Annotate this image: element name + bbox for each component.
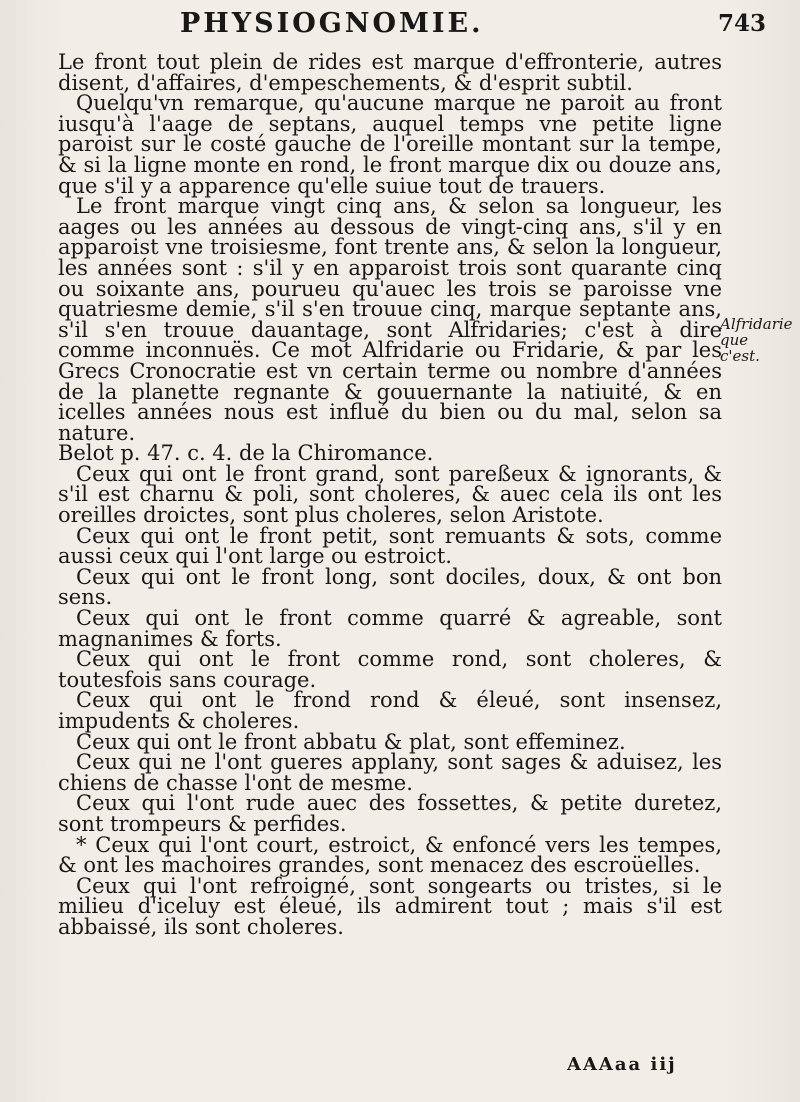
paragraph: Le front marque vingt cinq ans, & selon sa longueur, les aages ou les années au dessous de vingt-cinq ans, s'il y en apparoist vne troisiesme, font trente ans, & selon la longueur, les années sont : s'il y en apparoist trois sont quarante cinq ou soixante ans, pourueu qu'auec les trois se paroisse vne quatriesme demie, s'il s'en trouue cinq, marque septante ans, s'il s'en trouue dauantage, sont Alfridaries; c'est à dire comme inconnuës. Ce mot Alfridarie ou Fridarie, & par les Grecs Cronocratie est vn certain terme ou nombre d'années de la planette regnante & gouuernante la natiuité, & en icelles années nous est influé du bien ou du mal, selon sa nature.: [58, 194, 722, 445]
paragraph: Ceux qui ont le front comme rond, sont choleres, & toutesfois sans courage.: [58, 647, 722, 692]
paragraph: Ceux qui ont le front long, sont dociles, doux, & ont bon sens.: [58, 564, 722, 610]
paragraph: * Ceux qui l'ont court, estroict, & enfoncé vers les tempes, & ont les machoires grandes, sont menacez des escroüelles.: [58, 832, 722, 878]
page-header: [0, 8, 800, 38]
paragraph: Ceux qui l'ont rude auec des fossettes, & petite duretez, sont trompeurs & perfides.: [58, 791, 722, 836]
signature-mark: AAAaa iij: [567, 1054, 677, 1075]
paragraph: Ceux qui ont le front comme quarré & agreable, sont magnanimes & forts.: [58, 606, 722, 651]
paragraph: Ceux qui ont le frond rond & éleué, sont insensez, impudents & choleres.: [58, 688, 722, 733]
page-number: 743: [718, 10, 767, 37]
paragraph: Ceux qui ont le front petit, sont remuants & sots, comme aussi ceux qui l'ont large ou estroict.: [58, 523, 722, 569]
running-title: PHYSIOGNOMIE.: [180, 8, 484, 39]
paragraph: Le front tout plein de rides est marque d'effronterie, autres disent, d'affaires, d'empeschements, & d'esprit subtil.: [58, 50, 722, 95]
paragraph: Quelqu'vn remarque, qu'aucune marque ne paroit au front iusqu'à l'aage de septans, auquel temps vne petite ligne paroist sur le costé gauche de l'oreille montant sur la tempe, & si la ligne monte en rond, le front marque dix ou douze ans, que s'il y a apparence qu'elle suiue tout de trauers.: [58, 91, 722, 198]
paragraph: Ceux qui ont le front grand, sont pareßeux & ignorants, & s'il est charnu & poli, sont choleres, & auec cela ils ont les oreilles droictes, sont plus choleres, selon Aristote.: [58, 461, 722, 528]
margin-note: Alfridarie que c'est.: [720, 315, 793, 365]
paragraph: Ceux qui ont le front abbatu & plat, sont effeminez.: [76, 729, 626, 754]
paragraph: Ceux qui l'ont refroigné, sont songearts ou tristes, si le milieu d'iceluy est éleué, ils admirent tout ; mais s'il est abbaissé, ils sont choleres.: [58, 873, 722, 939]
body-text: [58, 52, 722, 938]
paragraph: Ceux qui ne l'ont gueres applany, sont sages & aduisez, les chiens de chasse l'ont de mesme.: [58, 750, 722, 795]
paragraph: Belot p. 47. c. 4. de la Chiromance.: [58, 441, 434, 466]
